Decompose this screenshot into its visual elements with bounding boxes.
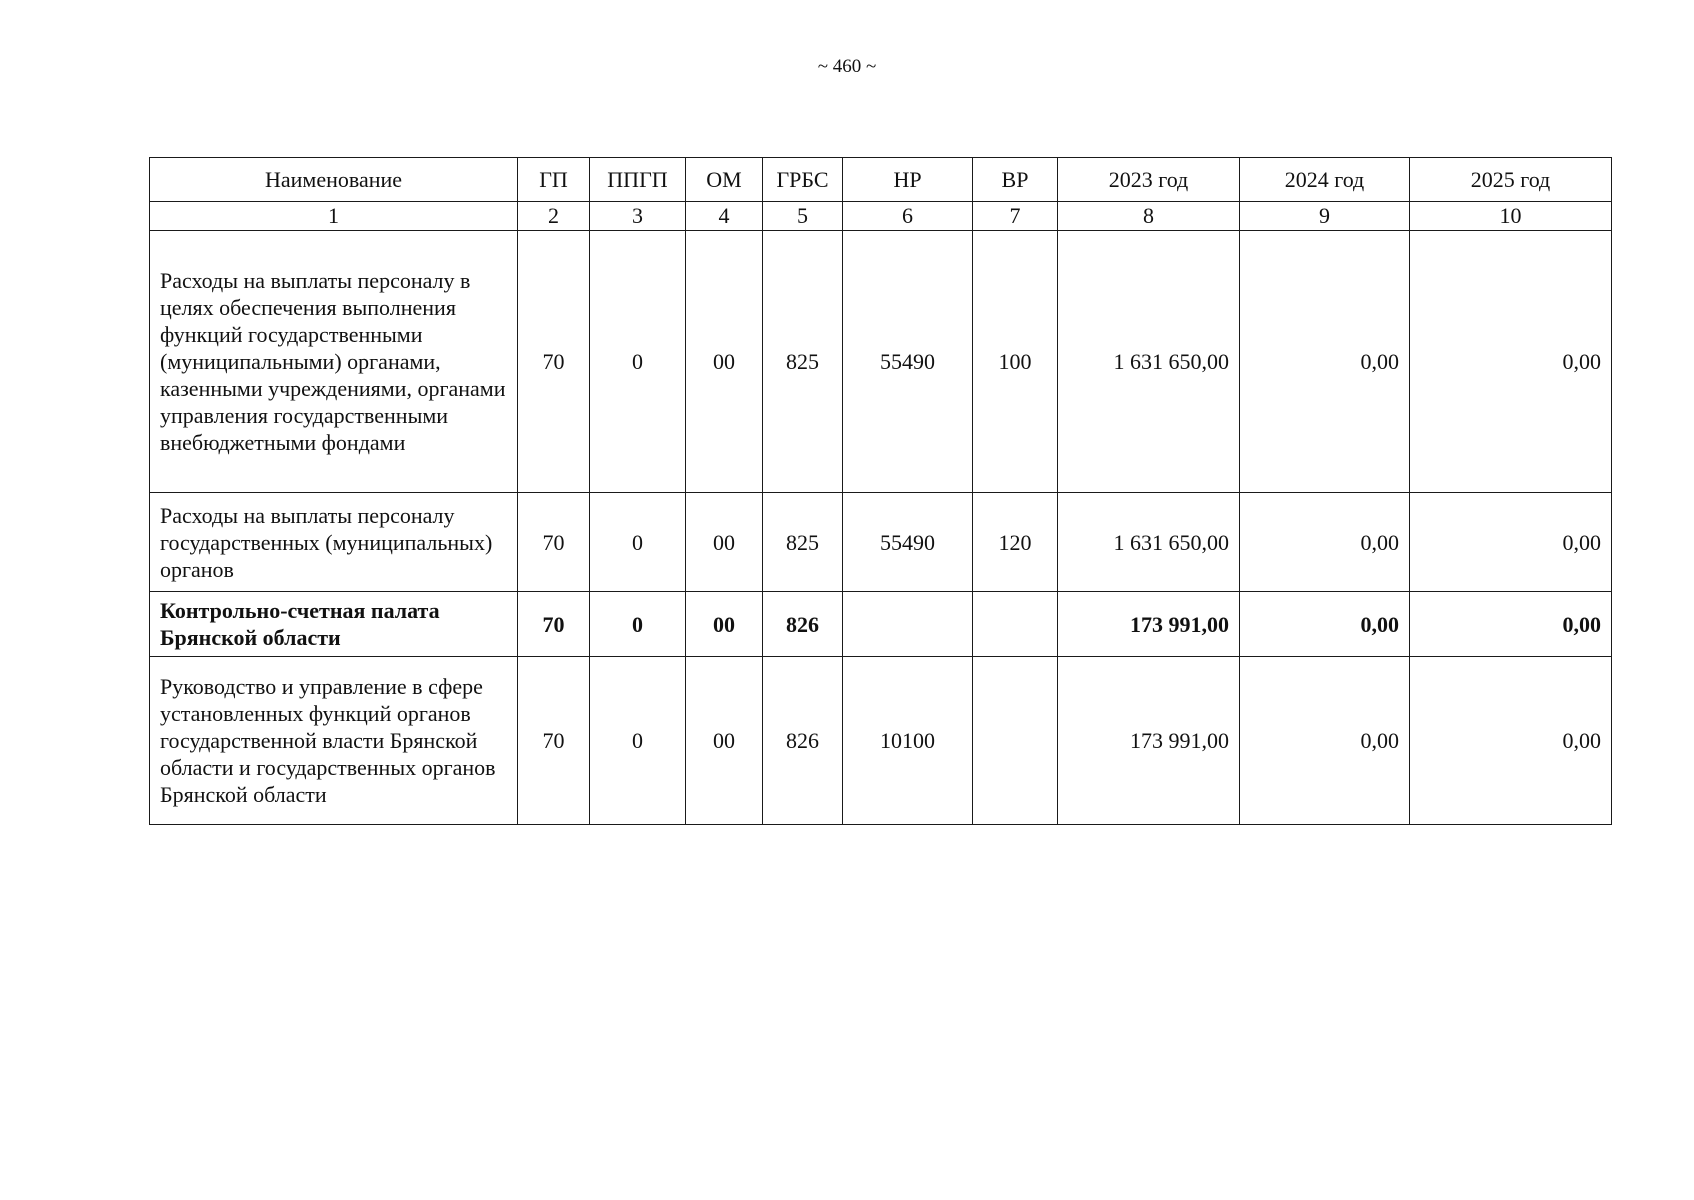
row-amount-2025: 0,00	[1410, 592, 1612, 657]
column-index: 3	[590, 202, 686, 231]
row-amount-2024: 0,00	[1240, 493, 1410, 592]
row-name: Расходы на выплаты персоналу в целях обеспечения выполнения функций государственными (муниципальными) органами, казенными учреждениями, органами управления государственными внебюджетными фондами	[150, 231, 518, 493]
row-vr: 120	[973, 493, 1058, 592]
row-grbs: 826	[763, 592, 843, 657]
row-amount-2025: 0,00	[1410, 231, 1612, 493]
row-name: Расходы на выплаты персоналу государственных (муниципальных) органов	[150, 493, 518, 592]
row-om: 00	[686, 493, 763, 592]
header-nr: НР	[843, 158, 973, 202]
row-om: 00	[686, 592, 763, 657]
row-ppgp: 0	[590, 657, 686, 825]
table-row-subtotal	[150, 592, 1612, 657]
header-name: Наименование	[150, 158, 518, 202]
row-amount-2024: 0,00	[1240, 231, 1410, 493]
row-amount-2023: 173 991,00	[1058, 592, 1240, 657]
row-nr: 55490	[843, 231, 973, 493]
column-index: 7	[973, 202, 1058, 231]
column-index: 8	[1058, 202, 1240, 231]
row-amount-2024: 0,00	[1240, 657, 1410, 825]
budget-table	[149, 157, 1612, 825]
row-amount-2023: 173 991,00	[1058, 657, 1240, 825]
column-index: 6	[843, 202, 973, 231]
row-gp: 70	[518, 231, 590, 493]
column-index: 1	[150, 202, 518, 231]
table-row	[150, 493, 1612, 592]
row-nr: 10100	[843, 657, 973, 825]
row-vr	[973, 657, 1058, 825]
table-row	[150, 657, 1612, 825]
row-nr	[843, 592, 973, 657]
row-amount-2023: 1 631 650,00	[1058, 231, 1240, 493]
row-nr: 55490	[843, 493, 973, 592]
column-index: 9	[1240, 202, 1410, 231]
header-2024: 2024 год	[1240, 158, 1410, 202]
header-2025: 2025 год	[1410, 158, 1612, 202]
row-gp: 70	[518, 592, 590, 657]
row-vr: 100	[973, 231, 1058, 493]
header-ppgp: ППГП	[590, 158, 686, 202]
page-number: ~ 460 ~	[817, 56, 877, 77]
row-ppgp: 0	[590, 592, 686, 657]
row-gp: 70	[518, 657, 590, 825]
column-index-row	[150, 202, 1612, 231]
header-gp: ГП	[518, 158, 590, 202]
row-name: Руководство и управление в сфере установленных функций органов государственной власти Брянской области и государственных органов Брянской области	[150, 657, 518, 825]
row-ppgp: 0	[590, 493, 686, 592]
row-amount-2024: 0,00	[1240, 592, 1410, 657]
row-grbs: 826	[763, 657, 843, 825]
header-vr: ВР	[973, 158, 1058, 202]
row-name: Контрольно-счетная палата Брянской области	[150, 592, 518, 657]
row-gp: 70	[518, 493, 590, 592]
column-index: 5	[763, 202, 843, 231]
row-amount-2023: 1 631 650,00	[1058, 493, 1240, 592]
column-index: 4	[686, 202, 763, 231]
row-grbs: 825	[763, 493, 843, 592]
row-vr	[973, 592, 1058, 657]
row-amount-2025: 0,00	[1410, 657, 1612, 825]
header-om: ОМ	[686, 158, 763, 202]
row-amount-2025: 0,00	[1410, 493, 1612, 592]
column-index: 2	[518, 202, 590, 231]
header-2023: 2023 год	[1058, 158, 1240, 202]
column-index: 10	[1410, 202, 1612, 231]
row-grbs: 825	[763, 231, 843, 493]
header-grbs: ГРБС	[763, 158, 843, 202]
row-om: 00	[686, 657, 763, 825]
row-ppgp: 0	[590, 231, 686, 493]
header-row	[150, 158, 1612, 202]
table-row	[150, 231, 1612, 493]
row-om: 00	[686, 231, 763, 493]
